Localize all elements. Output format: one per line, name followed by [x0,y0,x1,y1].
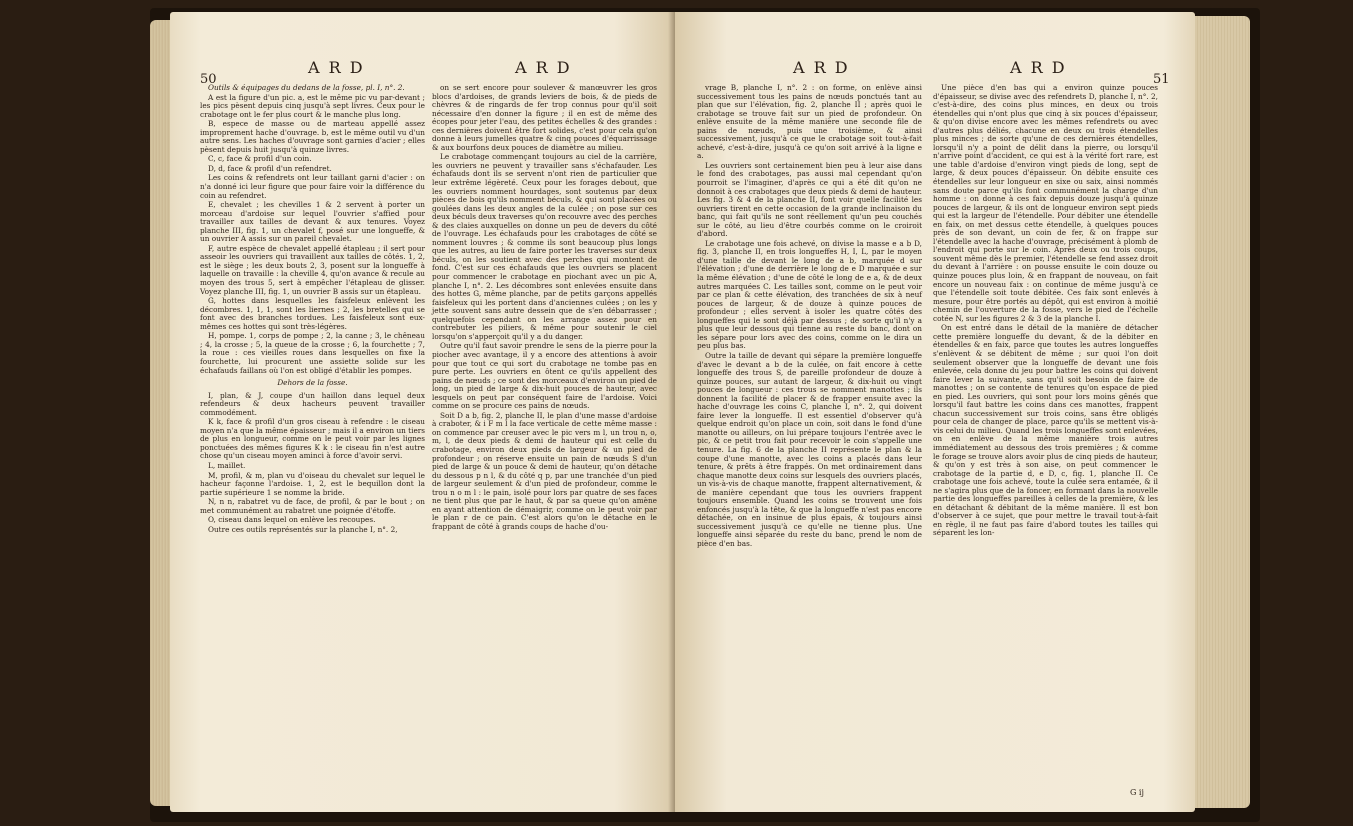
paragraph: Une pièce d'en bas qui a environ quinze pouces d'épaisseur, se divise avec des refendrets D, planche I, n°. 2, c'est-à-dire, des coins plus minces, en deux ou trois étendelles qui n'ont plus que cinq à six pouces d'épaisseur, & qu'on divise encore avec les mêmes refendrets ou avec d'autres plus déliés, chacune en deux ou trois étendelles plus minces ; de sorte qu'une de ces dernières étendelles, lorsqu'il n'y a point de délit dans la pierre, ou lorsqu'il n'arrive point d'accident, ce qui est à la vérité fort rare, est une table d'ardoise d'environ vingt pieds de long, sept de large, & deux pouces d'épaisseur. On débite ensuite ces étendelles sur leur longueur en sixe ou saix, ainsi nommés sans doute parce qu'ils font communément la charge d'un homme : on donne à ces faix depuis douze jusqu'à quinze pouces de largeur, & ils ont de longueur environ sept pieds qui est la largeur de l'étendelle. Pour débiter une étendelle en faix, on met dessus cette étendelle, à quelques pouces près de son devant, un coin de fer, & on frappe sur l'étendelle avec la hache d'ouvrage, précisément à plomb de l'endroit qui porte sur le coin. Après deux ou trois coups, souvent même dès le premier, l'étendelle se fend assez droit du devant à l'arrière : on pousse ensuite le coin douze ou quinze pouces plus loin, & en frappant de nouveau, on fait encore un nouveau faix : on continue de même jusqu'à ce que l'étendelle soit toute débitée. Ces faix sont enlevés à mesure, pour être portés au dépôt, qui est environ à moitié chemin de l'ouverture de la fosse, vers le pied de l'échelle cotée N, sur les figures 2 & 3 de la planche I. [933,83,1158,323]
paragraph: Le crabotage une fois achevé, on divise la masse e a b D, fig. 3, planche II, en trois longueffes H, I, L, par le moyen d'une taille de devant le long de a b, marquée d sur l'élévation ; d'une de derrière le long de e D marquée e sur la même élévation ; d'une de côté le long de e a, & de deux autres marquées C. Les tailles sont, comme on le peut voir par ce plan & cette élévation, des tranchées de six à neuf pouces de largeur, & de douze à quinze pouces de profondeur ; elles servent à isoler les quatre côtés des longueffes qui le sont déjà par dessus ; de sorte qu'il n'y a plus que leur dessous qui tienne au reste du banc, dont on les sépare pour lors avec des coins, comme on le dira un peu plus bas. [697,238,922,351]
paragraph: vrage B, planche I, n°. 2 : on forme, on enlève ainsi successivement tous les pains de nœuds ponctués tant au plan que sur l'élévation, fig. 2, planche II ; après quoi le crabotage se trouve fait sur un pied de profondeur. On enlève ensuite de la même manière une seconde file de pains de nœuds, puis une troisième, & ainsi successivement, jusqu'à ce que le crabotage soit tout-à-fait achevé, c'est-à-dire, jusqu'à ce qu'on soit arrivé à la ligne e a. [697,83,922,161]
paragraph: C, c, face & profil d'un coin. [208,154,312,164]
paragraph: Soit D a b, fig. 2, planche II, le plan d'une masse d'ardoise à craboter, & i F m l la face verticale de cette même masse : on commence par creuser avec le pic vers m l, un trou n, o, m, l, de deux pieds & demi de hauteur qui est celle du crabotage, environ deux pieds de largeur & un pied de profondeur ; on réserve ensuite un pain de nœuds S d'un pied de large & un pouce & demi de hauteur, qu'on détache du dessous p n l, & du côté q p, par une tranchée d'un pied de largeur seulement & d'un pied de profondeur, comme le trou n o m l : le pain, isolé pour lors par quatre de ses faces ne tient plus que par le haut, & par sa queue qu'on amène en ayant attention de démaigrir, comme on le peut voir par le plan r de ce pain. C'est alors qu'on le détache en le frappant de côté à grands coups de hache d'ou- [432,410,657,531]
paragraph: Les coins & refendrets ont leur taillant garni d'acier : on n'a donné ici leur figure que pour faire voir la différence du coin au refendret. [200,173,425,200]
right-running-head-2: A R D [1010,58,1067,77]
right-page-edges [1195,16,1250,808]
paragraph: I, plan, & J, coupe d'un haillon dans lequel deux refendeurs & deux hacheurs peuvent travailler commodément. [200,390,425,417]
paragraph: N, n n, rabatret vu de face, de profil, & par le bout ; on met communément au rabatret une poignée d'étoffe. [200,497,425,515]
left-page-number: 50 [200,72,217,87]
left-page-edges [150,20,172,806]
signature-mark: G ij [1130,788,1144,797]
left-column-2 [432,84,657,532]
right-page [675,12,1195,812]
paragraph: Outre la taille de devant qui sépare la première longueffe d'avec le devant a b de la culée, on fait encore à cette longueffe des trous S, de pareille profondeur de douze à quinze pouces, sur autant de largeur, & dix-huit ou vingt pouces de longueur : ces trous se nomment manottes ; ils donnent la facilité de placer & de frapper ensuite avec la hache d'ouvrage les coins C, planche I, n°. 2, qui doivent faire lever la longueffe. Il est essentiel d'observer qu'à quelque endroit qu'on place un coin, soit dans le fond d'une manotte ou ailleurs, on lui prépare toujours l'entrée avec le pic, & ce petit trou fait pour recevoir le coin s'appelle une tenure. La fig. 6 de la planche II représente le plan & la coupe d'une manotte, avec les coins a placés dans leur tenure, & prêts à être frappés. On met ordinairement dans chaque manotte deux coins sur lesquels des ouvriers placés, un vis-à-vis de chaque manotte, frappent alternativement, & de manière cependant que tous les ouvriers frappent toujours ensemble. Quand les coins se trouvent une fois enfoncés jusqu'à la tête, & que la longueffe n'est pas encore détachée, on en insinue de plus épais, & toujours ainsi successivement jusqu'à ce qu'elle ne tienne plus. Une longueffe ainsi séparée du reste du banc, prend le nom de pièce d'en bas. [697,350,922,548]
paragraph: Le crabotage commençant toujours au ciel de la carrière, les ouvriers ne peuvent y travailler sans s'échafauder. Les échafauds dont ils se servent n'ont rien de particulier que leur extrême légèreté. Ceux pour les forages debout, que les ouvriers nomment hourdages, sont soutenus par deux pièces de bois qu'ils nomment béculs, & qui sont placées ou goulées dans les deux angles de la culée ; on pose sur ces deux béculs deux traverses qu'on recouvre avec des perches & des claies auxquelles on donne un peu de devers du côté de l'ouvrage. Les échafauds pour les crabotages de côté se nomment louvres ; & comme ils sont beaucoup plus longs que les autres, au lieu de faire porter les traverses sur deux béculs, on les soutient avec des perches qui montent de fond. C'est sur ces échafauds que les ouvriers se placent pour commencer le crabotage en piochant avec un pic A, planche I, n°. 2. Les décombres sont enlevées ensuite dans des hottes G, même planche, par de petits garçons appellés faisfeleux qui les portent dans d'anciennes culées ; on les y jette souvent sans autre dessein que de s'en débarrasser ; quelquefois cependant on les arrange assez pour en contrebuter les piliers, & même pour soutenir le ciel lorsqu'on s'apperçoit qu'il y a du danger. [432,152,657,341]
paragraph: E, chevalet ; les chevilles 1 & 2 servent à porter un morceau d'ardoise sur lequel l'ouvrier s'affied pour travailler aux tailles de devant & aux tenures. Voyez planche III, fig. 1, un chevalet f, posé sur une longueffe, & un ouvrier A assis sur un pareil chevalet. [200,200,425,244]
paragraph: B, espece de masse ou de marteau appellé assez improprement hache d'ouvrage. b, est le même outil vu d'un autre sens. Les haches d'ouvrage sont garnies d'acier ; elles pèsent depuis huit jusqu'à quinze livres. [200,119,425,154]
left-column-1 [200,84,425,535]
paragraph: F, autre espèce de chevalet appellé étapleau ; il sert pour asseoir les ouvriers qui travaillent aux tailles de côtés. 1, 2, est le siège ; les deux bouts 2, 3, posent sur la longueffe à laquelle on travaille : la cheville 4, qu'on avance & recule au moyen des trous 5, sert à empêcher l'étapleau de glisser. Voyez planche III, fig. 1, un ouvrier B assis sur un étapleau. [200,243,425,296]
paragraph: H, pompe. 1, corps de pompe ; 2, la canne ; 3, le chêneau ; 4, la crosse ; 5, la queue de la crosse ; 6, la fourchette ; 7, la roue : ces vieilles roues dans lesquelles on fixe la fourchette, lui procurent une assiette solide sur les échafauds faillans où l'on est obligé d'établir les pompes. [200,331,425,375]
paragraph: K k, face & profil d'un gros ciseau à refendre : le ciseau moyen n'a que la même épaisseur ; mais il a environ un tiers de plus en longueur, comme on le peut voir par les lignes ponctuées des mêmes figures K k : le ciseau fin n'est autre chose qu'un ciseau moyen aminci à force d'avoir servi. [200,417,425,461]
paragraph: on se sert encore pour soulever & manœuvrer les gros blocs d'ardoises, de grands leviers de bois, & de pieds de chèvres & de ringards de fer trop connus pour qu'il soit nécessaire d'en donner la figure ; il en est de même des écopes pour jeter l'eau, des petites échelles & des grandes : ces dernières doivent être fort solides, c'est pour cela qu'on donne à leurs jumelles quatre & cinq pouces d'équarrissage & aux bourfons deux pouces de diamètre au milieu. [432,83,657,152]
paragraph: Les ouvriers sont certainement bien peu à leur aise dans le fond des crabotages, pas aussi mal cependant qu'on pourroit se l'imaginer, d'après ce qui a été dit qu'on ne donnoit à ces crabotages que deux pieds & demi de hauteur. Les fig. 3 & 4 de la planche II, font voir quelle facilité les ouvriers tirent en cette occasion de la grande inclinaison du banc, qui fait qu'ils ne sont réellement qu'un peu couchés sur le côté, au lieu d'être courbés comme on le croiroit d'abord. [697,160,922,239]
paragraph: On est entré dans le détail de la manière de détacher cette première longueffe du devant, & de la débiter en étendelles & en faix, parce que toutes les autres longueffes s'enlèvent & se débitent de même ; sur quoi l'on doit seulement observer que la longueffe de devant une fois enlevée, cela donne du jeu pour battre les coins qui doivent faire lever la suivante, sans qu'il soit besoin de faire de manottes ; on se contente de tenures qu'on espace de pied en pied. Les ouvriers, qui sont pour lors moins gênés que lorsqu'il faut battre les coins dans ces manottes, frappent chacun successivement sur trois coins, sans être obligés pour cela de changer de place, parce qu'ils se mettent vis-à-vis celui du milieu. Quand les trois longueffes sont enlevées, on en enlève de la même manière trois autres immédiatement au dessous des trois premières ; & comme le forage se trouve alors avoir plus de cinq pieds de hauteur, & qu'on y est très à son aise, on peut commencer le crabotage de la partie d, e D, c, fig. 1, planche II. Ce crabotage une fois achevé, toute la culée sera entamée, & il ne s'agira plus que de la foncer, en formant dans la nouvelle partie des longueffes pareilles à celles de la première, & les en détachant & débitant de la même manière. Il est bon d'observer à ce sujet, que pour mettre le travail tout-à-fait en règle, il ne faut pas faire d'abord toutes les tailles qui séparent les lon- [933,323,1158,538]
left-running-head-1: A R D [308,58,365,77]
paragraph: D, d, face & profil d'un refendret. [208,163,332,173]
right-column-2 [933,84,1158,539]
paragraph: Outre qu'il faut savoir prendre le sens de la pierre pour la piocher avec avantage, il y a encore des attentions à avoir pour que tout ce qui sort du crabotage ne tombe pas en pure perte. Les ouvriers en ôtent ce qu'ils appellent des pains de nœuds ; ce sont des morceaux d'environ un pied de long, un pied de large & dix-huit pouces de hauteur, avec lesquels on peut par conséquent faire de l'ardoise. Voici comme on se procure ces pains de nœuds. [432,341,657,411]
paragraph: L, maillet. [208,460,246,470]
left-page [170,12,675,812]
paragraph: A est la figure d'un pic. a, est le même pic vu par-devant ; les pics pèsent depuis cinq jusqu'à sept livres. Ceux pour le crabotage ont le fer plus court & le manche plus long. [200,92,425,119]
right-column-1 [697,84,922,550]
paragraph: O, ciseau dans lequel on enlève les recoupes. [208,515,376,525]
right-page-number: 51 [1153,72,1170,87]
paragraph: Outils & équipages du dedans de la fosse, pl. I, n°. 2. [208,83,405,92]
paragraph: G, hottes dans lesquelles les faisfeleux enlèvent les décombres. 1, 1, 1, sont les liernes ; 2, les bretelles qui se font avec des branches tordues. Les faisfeleux sont eux-mêmes ces hottes qui sont très-légères. [200,296,425,331]
paragraph: Outre ces outils représentés sur la planche I, n°. 2, [208,524,398,534]
right-running-head-1: A R D [793,58,850,77]
paragraph: M, profil, & m, plan vu d'oiseau du chevalet sur lequel le hacheur façonne l'ardoise. 1, 2, est le bequillon dont la partie supérieure 1 se nomme la bride. [200,470,425,497]
left-running-head-2: A R D [515,58,572,77]
paragraph: Dehors de la fosse. [277,378,348,388]
